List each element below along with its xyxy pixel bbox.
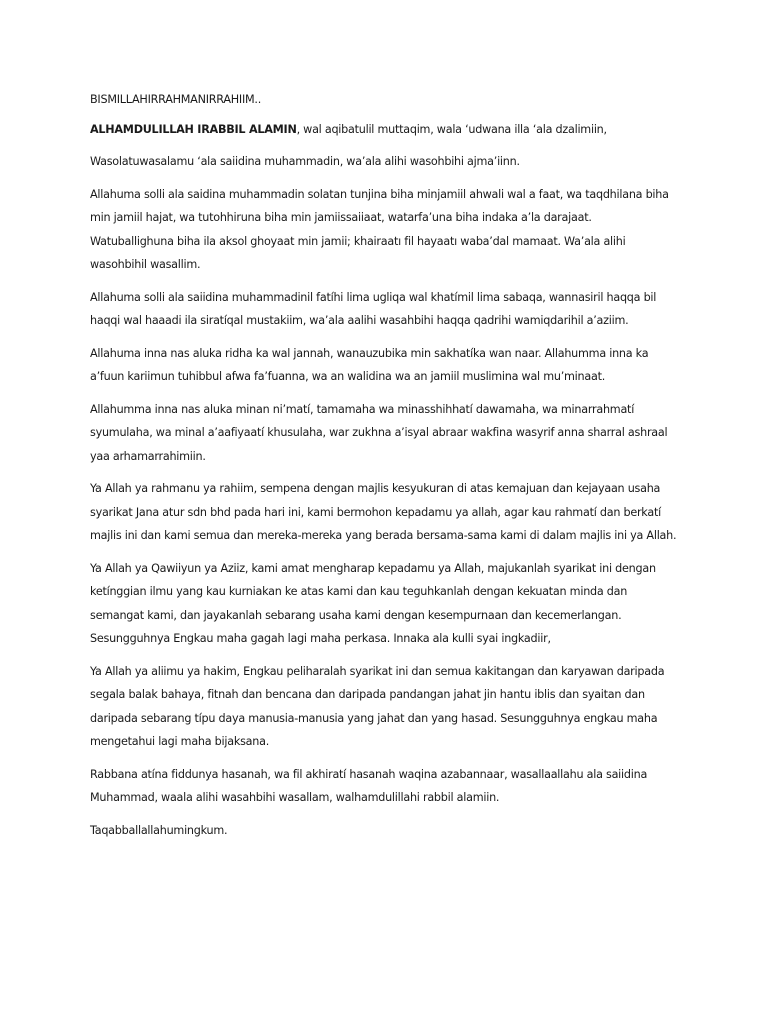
document-body bbox=[90, 88, 678, 851]
paragraph-aliimu: Ya Allah ya aliimu ya hakim, Engkau peliharalah syarikat ini dan semua kakitangan dan karyawan daripada segala balak bahaya, fitnah dan bencana dan daripada pandangan jahat jin hantu iblis dan syaitan dan daripada sebarang tı́pu daya manusia-manusia yang jahat dan yang hasad. Sesungguhnya engkau maha mengetahui lagi maha bijaksana. bbox=[90, 664, 665, 748]
paragraph-solli-1: Allahuma solli ala saidina muhammadin solatan tunjina biha minjamiil ahwali wal a faat, wa taqdhilana biha min jamiil hajat, wa tutohhiruna biha min jamiissaiiaat, watarfa’una biha indaka a’la darajaat. Watuballighuna biha ila aksol ghoyaat min jamii; khairaatı fil hayaatı waba’dal mamaat. Wa’ala alihi wasohbihil wasallim. bbox=[90, 187, 669, 271]
paragraph-qawiiyun: Ya Allah ya Qawiiyun ya Aziiz, kami amat mengharap kepadamu ya Allah, majukanlah syarikat ini dengan ketı́nggian ilmu yang kau kurniakan ke atas kami dan kau teguhkanlah dengan kekuatan minda dan semangat kami, dan jayakanlah sebarang usaha kami dengan kesempurnaan dan kecemerlangan. Sesungguhnya Engkau maha gagah lagi maha perkasa. Innaka ala kulli syai ingkadiir, bbox=[90, 561, 656, 645]
opening-line bbox=[90, 118, 678, 142]
paragraph-closing: Taqabballallahumingkum. bbox=[90, 823, 228, 837]
paragraph-ridha: Allahuma inna nas aluka ridha ka wal jannah, wanauzubika min sakhatı́ka wan naar. Allahumma inna ka a’fuun kariimun tuhibbul afwa fa’fuanna, wa an walidina wa an jamiil muslimina wal mu’minaat. bbox=[90, 346, 649, 383]
paragraph-rahmanu: Ya Allah ya rahmanu ya rahiim, sempena dengan majlis kesyukuran di atas kemajuan dan kejayaan usaha syarikat Jana atur sdn bhd pada hari ini, kami bermohon kepadamu ya allah, agar kau rahmatı́ dan berkatı́ majlis ini dan kami semua dan mereka-mereka yang berada bersama-sama kami di dalam majlis ini ya Allah. bbox=[90, 482, 677, 542]
paragraph-rabbana: Rabbana atı́na fiddunya hasanah, wa fil akhiratı́ hasanah waqina azabannaar, wasallaallahu ala saiidina Muhammad, waala alihi wasahbihi wasallam, walhamdulillahi rabbil alamiin. bbox=[90, 767, 648, 804]
opening-line-bold: ALHAMDULILLAH IRABBIL ALAMIN bbox=[90, 122, 297, 136]
document-heading: BISMILLAHIRRAHMANIRRAHIIM.. bbox=[90, 93, 262, 106]
opening-line-rest: , wal aqibatulil muttaqim, wala ‘udwana illa ‘ala dzalimiin, bbox=[296, 122, 607, 136]
paragraph-nimat: Allahumma inna nas aluka minan ni’matı́, tamamaha wa minasshihhatı́ dawamaha, wa minarrahmatı́ syumulaha, wa minal a’aafiyaatı́ khusulaha, war zukhna a’isyal abraar wakfina wasyrif anna sharral ashraal yaa arhamarrahimiin. bbox=[90, 402, 668, 463]
paragraph-salawat: Wasolatuwasalamu ‘ala saiidina muhammadin, wa’ala alihi wasohbihi ajma’iinn. bbox=[90, 155, 520, 168]
paragraph-solli-2: Allahuma solli ala saiidina muhammadinil fatı́hi lima ugliqa wal khatı́mil lima sabaqa, wannasiril haqqa bil haqqi wal haaadi ila siratı́qal mustakiim, wa’ala aalihi wasahbihi haqqa qadrihi wamiqdarihil a’aziim. bbox=[90, 290, 657, 327]
